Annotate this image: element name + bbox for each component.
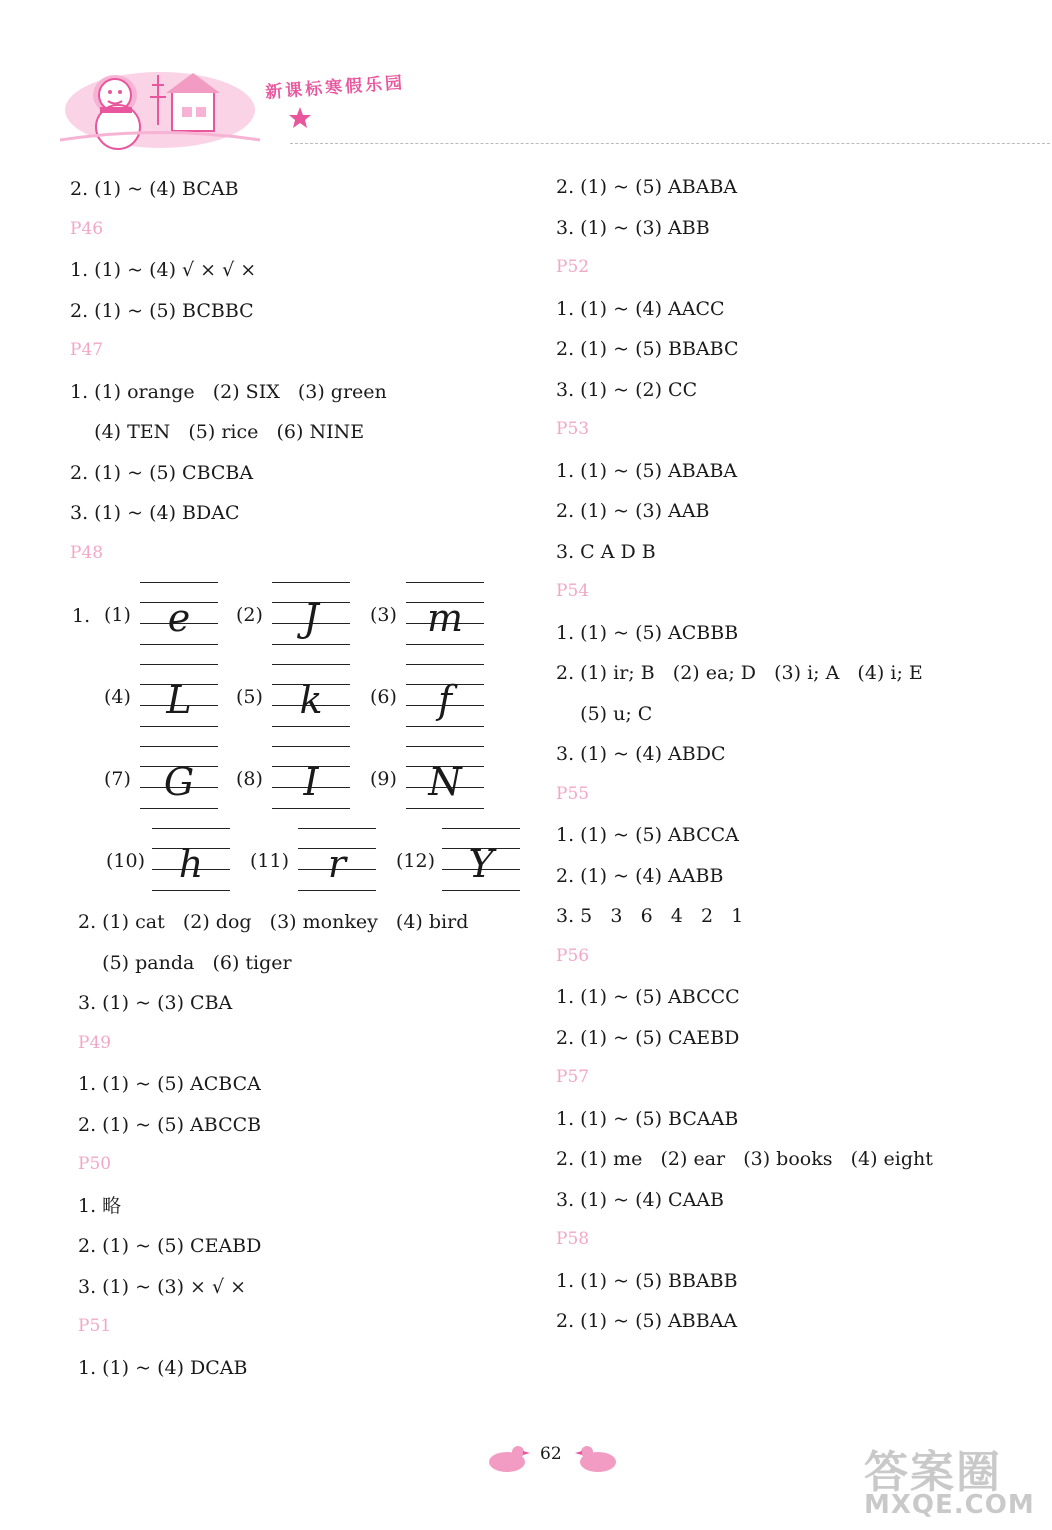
answer-line: (4) TEN (5) rice (6) NINE — [70, 421, 365, 443]
writing-item-label: (3) — [370, 604, 397, 626]
writing-item-label: (2) — [236, 604, 263, 626]
handwritten-letter: G — [163, 760, 195, 804]
section-page-label: P58 — [556, 1229, 590, 1249]
handwritten-letter: Y — [468, 842, 494, 886]
answer-line: 2. (1) ~ (5) CBCBA — [70, 461, 254, 484]
answer-line: 3. (1) ~ (3) × √ × — [78, 1275, 247, 1298]
answer-line: 3. (1) ~ (3) CBA — [78, 992, 233, 1014]
section-page-label: P56 — [556, 945, 590, 966]
answer-line: (5) panda (6) tiger — [78, 951, 292, 974]
bird-left-icon — [485, 1440, 530, 1475]
answer-line: 2. (1) ~ (5) BBABC — [556, 338, 739, 360]
handwritten-letter: m — [426, 596, 464, 640]
handwriting-lines — [406, 746, 484, 812]
handwriting-lines — [140, 582, 218, 648]
handwriting-lines — [442, 828, 520, 894]
answer-line: 2. (1) ~ (5) ABABA — [556, 176, 738, 198]
answer-line: 1. (1) ~ (4) AACC — [556, 297, 725, 320]
answer-line: 2. (1) cat (2) dog (3) monkey (4) bird — [78, 911, 469, 933]
answer-line: 2. (1) ~ (3) AAB — [556, 500, 710, 522]
section-page-label: P48 — [70, 542, 104, 563]
handwritten-letter: r — [327, 842, 347, 886]
answer-line: 2. (1) ~ (5) CAEBD — [556, 1026, 740, 1049]
handwritten-letter: L — [166, 678, 192, 722]
section-page-label: P52 — [556, 257, 590, 277]
section-page-label: P50 — [78, 1154, 112, 1174]
header-divider — [290, 143, 1052, 144]
answer-line: 2. (1) ~ (5) BCBBC — [70, 299, 254, 322]
writing-item-label: (6) — [370, 686, 397, 708]
answer-line: 2. (1) me (2) ear (3) books (4) eight — [556, 1148, 933, 1170]
writing-item-label: (9) — [370, 768, 397, 790]
answer-line: 2. (1) ~ (5) CEABD — [78, 1235, 262, 1257]
answer-line: 1. (1) ~ (4) √ × √ × — [70, 259, 257, 281]
bird-right-icon — [575, 1440, 620, 1475]
handwriting-lines — [140, 746, 218, 812]
answer-line: 1. (1) ~ (5) ABCCC — [556, 986, 740, 1008]
section-page-label: P54 — [556, 581, 590, 601]
answer-line: 1. (1) ~ (5) BCAAB — [556, 1107, 739, 1130]
handwritten-letter: k — [299, 678, 323, 722]
header-title: 新课标寒假乐园 — [264, 73, 406, 103]
handwriting-lines — [272, 746, 350, 812]
writing-item-label: (8) — [236, 768, 263, 790]
handwritten-letter: e — [167, 596, 191, 640]
section-page-label: P46 — [70, 218, 104, 239]
section-page-label: P55 — [556, 783, 590, 804]
answer-line: 2. (1) ~ (4) BCAB — [70, 178, 239, 200]
writing-item-label: (5) — [236, 686, 263, 708]
answer-line: 3. C A D B — [556, 540, 656, 563]
handwriting-lines — [152, 828, 230, 894]
watermark-bottom: MXQE.COM — [864, 1490, 1035, 1520]
answer-line: 3. (1) ~ (4) CAAB — [556, 1188, 724, 1211]
answer-line: 3. (1) ~ (3) ABB — [556, 216, 710, 239]
answer-line: 2. (1) ~ (4) AABB — [556, 864, 724, 887]
writing-item-label: (10) — [106, 850, 146, 872]
answer-line: 2. (1) ~ (5) ABCCB — [78, 1113, 262, 1136]
section-page-label: P53 — [556, 419, 590, 439]
answer-line: 1. 略 — [78, 1194, 122, 1217]
section-page-label: P57 — [556, 1067, 590, 1087]
writing-item-label: (1) — [104, 604, 131, 626]
answer-line: 1. (1) ~ (5) ABCCA — [556, 824, 739, 846]
handwriting-lines — [406, 664, 484, 730]
answer-line: 1. (1) ~ (5) ACBBB — [556, 621, 739, 644]
writing-item-label: (4) — [104, 686, 131, 708]
answer-line: 2. (1) ir; B (2) ea; D (3) i; A (4) i; E — [556, 662, 923, 684]
answer-line: 1. (1) ~ (5) ABABA — [556, 459, 738, 482]
handwriting-lines — [406, 582, 484, 648]
handwriting-lines — [298, 828, 376, 894]
watermark-top: 答案圈 — [864, 1447, 1002, 1498]
answer-line: (5) u; C — [556, 702, 653, 725]
answer-line: 3. (1) ~ (4) ABDC — [556, 743, 726, 765]
answer-line: 1. (1) ~ (4) DCAB — [78, 1356, 248, 1379]
answer-line: 3. 5 3 6 4 2 1 — [556, 905, 744, 927]
writing-item-label: (7) — [104, 768, 131, 790]
answer-line: 1. (1) ~ (5) BBABB — [556, 1269, 738, 1292]
handwritten-letter: N — [428, 760, 462, 804]
handwritten-letter: I — [303, 760, 319, 804]
page-header — [60, 55, 1000, 150]
handwriting-lines — [272, 664, 350, 730]
writing-question-number: 1. — [72, 605, 91, 627]
section-page-label: P49 — [78, 1032, 112, 1053]
answer-line: 3. (1) ~ (4) BDAC — [70, 502, 240, 524]
answer-line: 3. (1) ~ (2) CC — [556, 378, 698, 401]
writing-item-label: (12) — [396, 850, 436, 872]
handwritten-letter: J — [303, 596, 319, 640]
answer-line: 2. (1) ~ (5) ABBAA — [556, 1310, 738, 1332]
answer-line: 1. (1) ~ (5) ACBCA — [78, 1073, 261, 1095]
watermark — [864, 1436, 1044, 1526]
handwriting-lines — [140, 664, 218, 730]
handwriting-lines — [272, 582, 350, 648]
handwritten-letter: f — [437, 678, 453, 722]
handwritten-letter: h — [178, 842, 204, 886]
page-footer — [470, 1440, 630, 1480]
answer-line: 1. (1) orange (2) SIX (3) green — [70, 380, 387, 403]
section-page-label: P51 — [78, 1316, 112, 1336]
section-page-label: P47 — [70, 340, 104, 360]
page-number: 62 — [540, 1444, 562, 1464]
writing-item-label: (11) — [250, 850, 290, 872]
